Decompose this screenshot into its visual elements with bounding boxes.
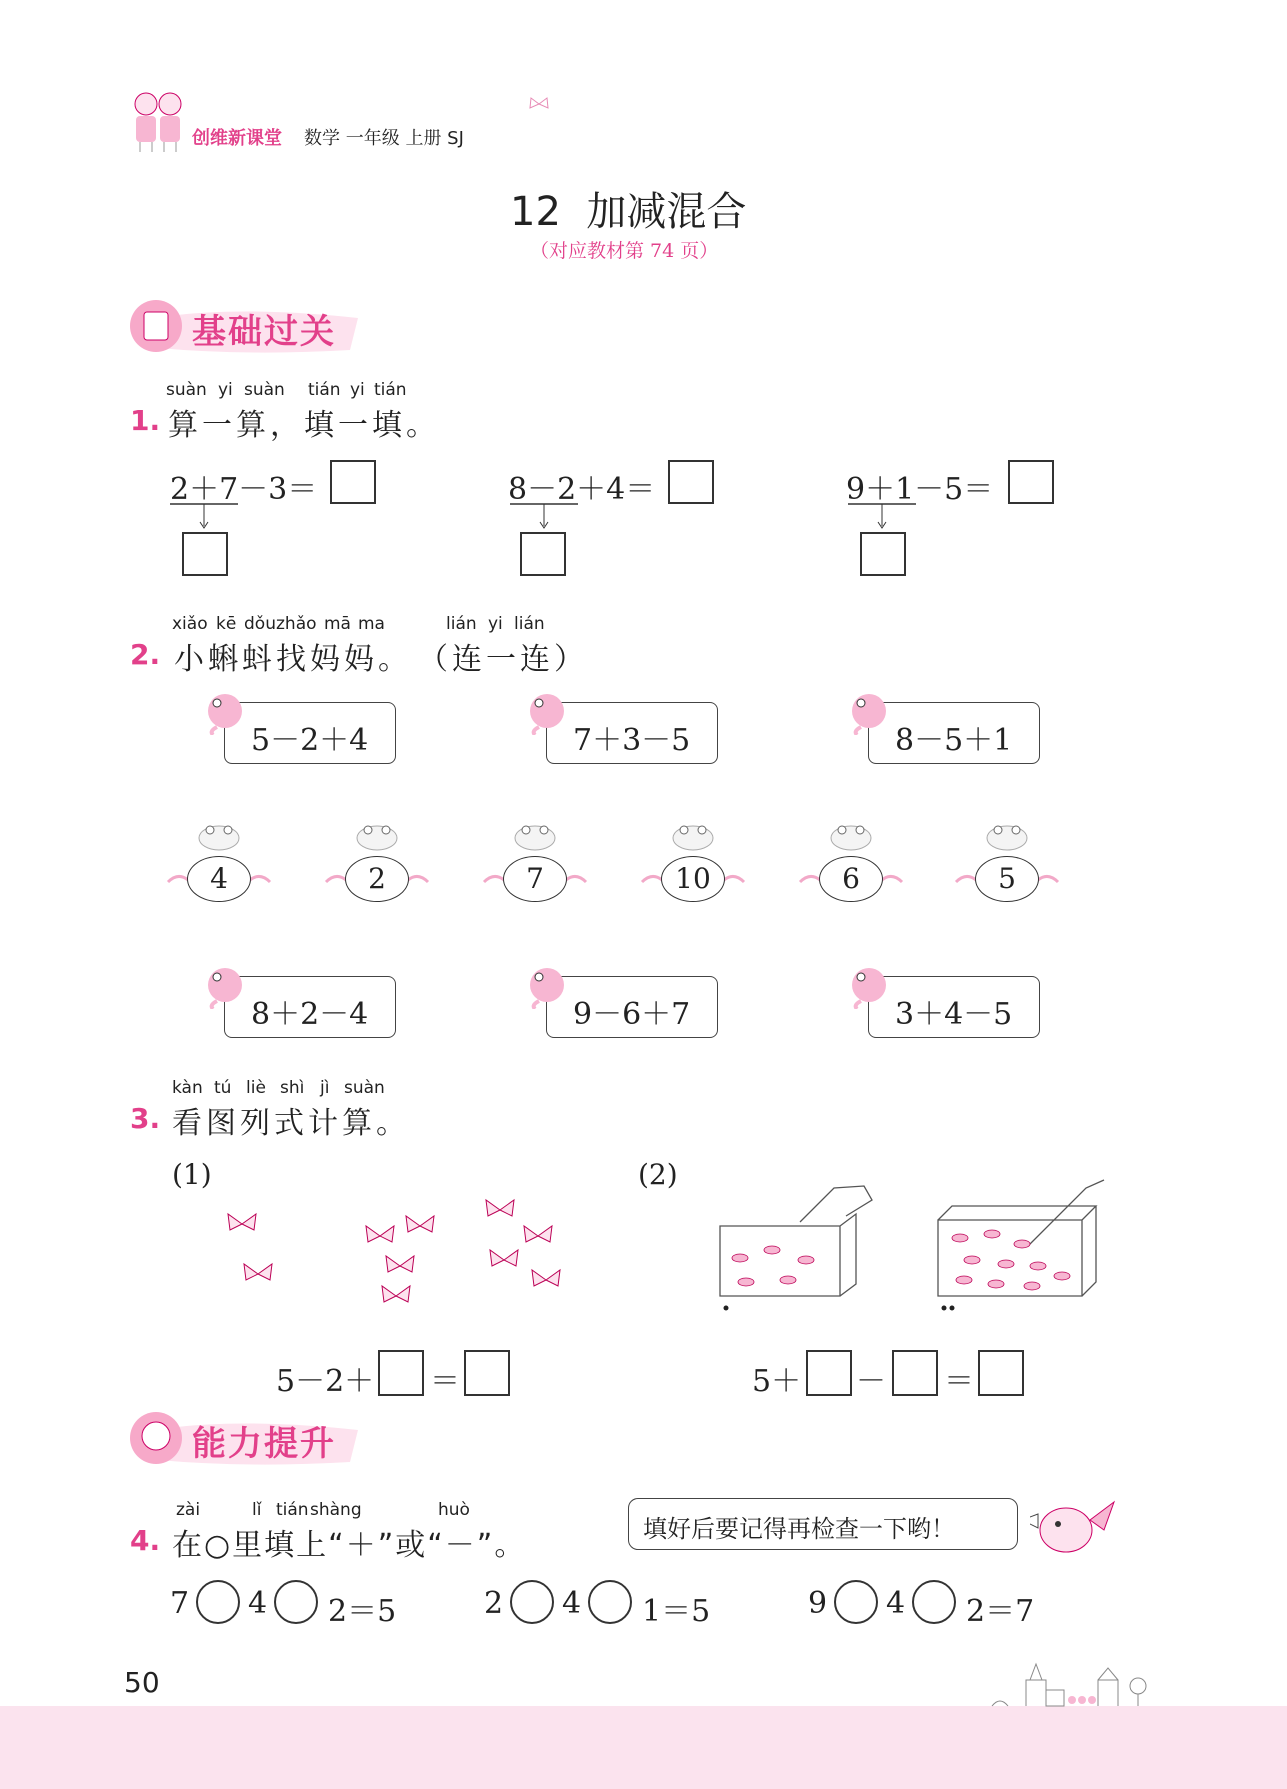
tadpole-icon <box>847 965 889 1009</box>
frog-mother[interactable] <box>480 816 590 906</box>
q4-item3-circle-1[interactable] <box>834 1580 878 1624</box>
q1-pinyin-4: tián <box>308 380 341 400</box>
q3-number: 3. <box>130 1102 161 1135</box>
frog-number: 10 <box>661 856 725 902</box>
q3-eq1-prefix: 5－2＋ <box>276 1364 375 1399</box>
tadpole-card[interactable] <box>868 702 1040 764</box>
q3-pinyin-4: shì <box>280 1078 305 1098</box>
q1-pinyin-6: tián <box>374 380 407 400</box>
frog-mother[interactable] <box>796 816 906 906</box>
frog-number: 7 <box>503 856 567 902</box>
q2-pinyin-9: lián <box>514 614 545 634</box>
q1-expr-3: 9＋1－5＝ <box>846 472 994 507</box>
frog-mother[interactable] <box>322 816 432 906</box>
q4-item1-c: 2＝5 <box>328 1594 397 1629</box>
q4-pinyin-5: huò <box>438 1500 470 1520</box>
q4-item3-a: 9 <box>808 1586 828 1621</box>
section-title-advanced: 能力提升 <box>192 1424 336 1464</box>
page-number: 50 <box>124 1666 160 1699</box>
q2-pinyin-2: kē <box>216 614 237 634</box>
q3-eq1-box-2[interactable] <box>464 1350 510 1396</box>
q1-pinyin-1: suàn <box>166 380 207 400</box>
q1-step-box-2[interactable] <box>520 532 566 576</box>
tadpole-icon <box>203 965 245 1009</box>
page-title: 12 加减混合 <box>510 189 747 235</box>
tadpole-icon <box>847 691 889 735</box>
speech-bubble <box>628 1498 1018 1550</box>
q1-expr-1: 2＋7－3＝ <box>170 472 318 507</box>
tadpole-expr: 8－5＋1 <box>895 723 1013 758</box>
q2-pinyin-7: lián <box>446 614 477 634</box>
q3-eq2-minus: － <box>856 1364 886 1399</box>
fish-tanks-illustration <box>716 1176 1112 1316</box>
header-mascot <box>128 88 188 154</box>
tadpole-card[interactable] <box>224 702 396 764</box>
tadpole-card[interactable] <box>546 976 718 1038</box>
q3-pinyin-5: jì <box>320 1078 330 1098</box>
q4-item1-circle-1[interactable] <box>196 1580 240 1624</box>
q4-item2-a: 2 <box>484 1586 504 1621</box>
q4-item3-circle-2[interactable] <box>912 1580 956 1624</box>
q4-pinyin-2: lǐ <box>252 1500 262 1520</box>
q3-eq2-box-1[interactable] <box>806 1350 852 1396</box>
q4-item2-circle-2[interactable] <box>588 1580 632 1624</box>
frog-mother[interactable] <box>952 816 1062 906</box>
tadpole-icon <box>525 965 567 1009</box>
header-series: 创维新课堂 <box>192 128 282 149</box>
q4-item3-c: 2＝7 <box>966 1594 1035 1629</box>
q3-part1-label: (1) <box>172 1158 212 1191</box>
q3-pinyin-2: tú <box>214 1078 232 1098</box>
q4-item3-b: 4 <box>886 1586 906 1621</box>
q1-text: 算一算，填一填。 <box>168 408 440 443</box>
q4-item2-b: 4 <box>562 1586 582 1621</box>
q1-expr-2: 8－2＋4＝ <box>508 472 656 507</box>
q2-pinyin-5: mā <box>324 614 351 634</box>
q1-number: 1. <box>130 404 161 437</box>
q1-pinyin-2: yi <box>218 380 233 400</box>
castle-icon <box>988 1650 1158 1724</box>
q1-step-box-1[interactable] <box>182 532 228 576</box>
q1-answer-box-1[interactable] <box>330 460 376 504</box>
tadpole-card[interactable] <box>546 702 718 764</box>
header-butterfly-icon <box>528 96 550 116</box>
q2-pinyin-6: ma <box>358 614 385 634</box>
q3-pinyin-1: kàn <box>172 1078 203 1098</box>
tadpole-icon <box>525 691 567 735</box>
q4-pinyin-1: zài <box>176 1500 201 1520</box>
q3-eq2-equals: ＝ <box>944 1364 974 1399</box>
q4-item2-circle-1[interactable] <box>510 1580 554 1624</box>
q4-item1-circle-2[interactable] <box>274 1580 318 1624</box>
q3-pinyin-3: liè <box>246 1078 266 1098</box>
tadpole-expr: 5－2＋4 <box>251 723 369 758</box>
q1-arrow-2 <box>508 502 580 536</box>
tadpole-expr: 9－6＋7 <box>573 997 691 1032</box>
q4-item1-b: 4 <box>248 1586 268 1621</box>
q2-hint: （连一连） <box>418 642 588 677</box>
section-banner-advanced <box>128 1410 368 1468</box>
q1-arrow-3 <box>846 502 918 536</box>
section-banner-basic <box>128 298 368 356</box>
q1-answer-box-2[interactable] <box>668 460 714 504</box>
q3-pinyin-6: suàn <box>344 1078 385 1098</box>
q2-text: 小蝌蚪找妈妈。 <box>174 642 412 677</box>
q4-pinyin-3: tián <box>276 1500 309 1520</box>
frog-number: 5 <box>975 856 1039 902</box>
page-ref: （对应教材第 74 页） <box>530 240 719 262</box>
speech-text: 填好后要记得再检查一下哟！ <box>643 1515 955 1543</box>
q1-pinyin-5: yi <box>350 380 365 400</box>
butterflies-illustration <box>220 1196 580 1306</box>
q2-pinyin-8: yi <box>488 614 503 634</box>
tadpole-expr: 8＋2－4 <box>251 997 369 1032</box>
q2-number: 2. <box>130 638 161 671</box>
q1-arrow-1 <box>168 502 240 536</box>
frog-number: 2 <box>345 856 409 902</box>
q1-step-box-3[interactable] <box>860 532 906 576</box>
bird-icon <box>1030 1490 1120 1564</box>
frog-number: 4 <box>187 856 251 902</box>
q4-text: 在○里填上“＋”或“－”。 <box>172 1528 527 1563</box>
q3-eq2-box-2[interactable] <box>892 1350 938 1396</box>
q4-item1-a: 7 <box>170 1586 190 1621</box>
frog-mother[interactable] <box>638 816 748 906</box>
q3-part2-label: (2) <box>638 1158 678 1191</box>
tadpole-expr: 7＋3－5 <box>573 723 691 758</box>
q1-answer-box-3[interactable] <box>1008 460 1054 504</box>
q3-eq2-box-3[interactable] <box>978 1350 1024 1396</box>
q3-eq2-prefix: 5＋ <box>752 1364 802 1399</box>
q2-pinyin-4: zhǎo <box>276 614 317 634</box>
section-title-basic: 基础过关 <box>192 312 336 352</box>
tadpole-expr: 3＋4－5 <box>895 997 1013 1032</box>
q3-eq1-equals: ＝ <box>430 1364 460 1399</box>
q4-item2-c: 1＝5 <box>642 1594 711 1629</box>
tadpole-card[interactable] <box>868 976 1040 1038</box>
q3-eq1-box-1[interactable] <box>378 1350 424 1396</box>
q2-pinyin-3: dǒu <box>244 614 276 634</box>
q2-pinyin-1: xiǎo <box>172 614 208 634</box>
q1-pinyin-3: suàn <box>244 380 285 400</box>
tadpole-card[interactable] <box>224 976 396 1038</box>
frog-mother[interactable] <box>164 816 274 906</box>
tadpole-icon <box>203 691 245 735</box>
q4-pinyin-4: shàng <box>310 1500 362 1520</box>
q3-text: 看图列式计算。 <box>172 1106 410 1141</box>
frog-number: 6 <box>819 856 883 902</box>
q4-number: 4. <box>130 1524 161 1557</box>
header-subject: 数学 一年级 上册 SJ <box>304 128 464 149</box>
